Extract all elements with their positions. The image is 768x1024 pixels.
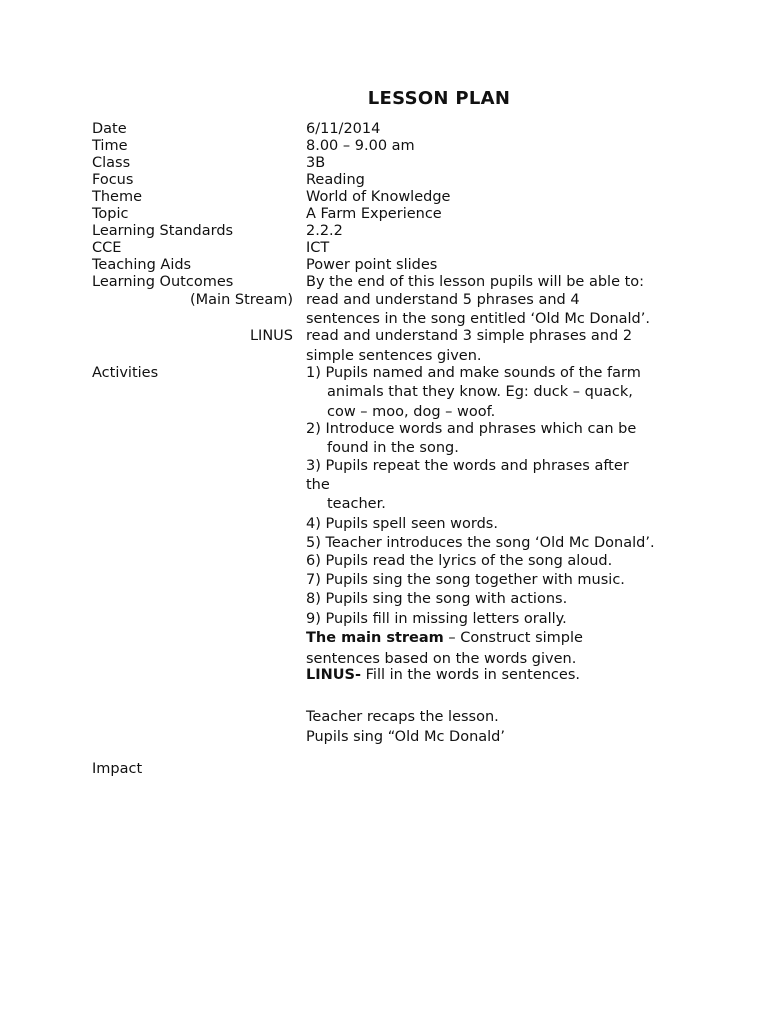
field-label: Class	[92, 155, 131, 171]
activity-line: found in the song.	[327, 440, 459, 456]
activity-line: cow – moo, dog – woof.	[327, 404, 496, 420]
field-label: Time	[92, 138, 128, 154]
activity-line: animals that they know. Eg: duck – quack,	[327, 384, 633, 400]
main-stream-text: – Construct simple	[443, 630, 583, 646]
field-label: CCE	[92, 240, 122, 256]
linus-heading: LINUS-	[306, 667, 362, 683]
linus-outcome-line: simple sentences given.	[306, 348, 482, 364]
activity-line: 5) Teacher introduces the song ‘Old Mc Donald’.	[306, 535, 655, 551]
activity-line: 7) Pupils sing the song together with music.	[306, 572, 625, 588]
learning-outcomes-intro: By the end of this lesson pupils will be able to:	[306, 274, 645, 290]
linus-text: Fill in the words in sentences.	[361, 667, 580, 683]
activity-line: teacher.	[327, 496, 386, 512]
field-value: 8.00 – 9.00 am	[306, 138, 415, 154]
field-value: A Farm Experience	[306, 206, 442, 222]
linus-outcome-line: read and understand 3 simple phrases and 2	[306, 328, 633, 344]
activity-line: 2) Introduce words and phrases which can be	[306, 421, 637, 437]
closing-line: Pupils sing “Old Mc Donald’	[306, 729, 505, 745]
field-value: World of Knowledge	[306, 189, 451, 205]
activity-line: 3) Pupils repeat the words and phrases after	[306, 458, 629, 474]
main-stream-heading: The main stream	[306, 630, 444, 646]
field-label: Focus	[92, 172, 134, 188]
field-label: Activities	[92, 365, 159, 381]
field-value: 2.2.2	[306, 223, 343, 239]
activity-line: 9) Pupils fill in missing letters orally.	[306, 611, 567, 627]
field-label: Impact	[92, 761, 143, 777]
field-value: Reading	[306, 172, 365, 188]
main-stream-activity	[306, 630, 583, 647]
activity-line: 6) Pupils read the lyrics of the song aloud.	[306, 553, 613, 569]
field-value: 3B	[306, 155, 326, 171]
closing-line: Teacher recaps the lesson.	[306, 709, 499, 725]
main-stream-activity-line: sentences based on the words given.	[306, 651, 577, 667]
linus-activity	[306, 667, 580, 684]
field-label: Date	[92, 121, 127, 137]
field-label: Learning Outcomes	[92, 274, 234, 290]
field-value: ICT	[306, 240, 330, 256]
activity-line: the	[306, 477, 330, 493]
main-stream-outcome-line: read and understand 5 phrases and 4	[306, 292, 580, 308]
main-stream-outcome-line: sentences in the song entitled ‘Old Mc Donald’.	[306, 311, 650, 327]
main-stream-label: (Main Stream)	[189, 292, 293, 308]
field-label: Theme	[92, 189, 143, 205]
page-title: LESSON PLAN	[367, 88, 511, 109]
activity-line: 8) Pupils sing the song with actions.	[306, 591, 568, 607]
field-label: Teaching Aids	[92, 257, 192, 273]
field-value: 6/11/2014	[306, 121, 381, 137]
field-value: Power point slides	[306, 257, 438, 273]
activity-line: 1) Pupils named and make sounds of the farm	[306, 365, 641, 381]
field-label: Topic	[92, 206, 129, 222]
field-label: Learning Standards	[92, 223, 234, 239]
activity-line: 4) Pupils spell seen words.	[306, 516, 498, 532]
linus-label: LINUS	[249, 328, 293, 344]
